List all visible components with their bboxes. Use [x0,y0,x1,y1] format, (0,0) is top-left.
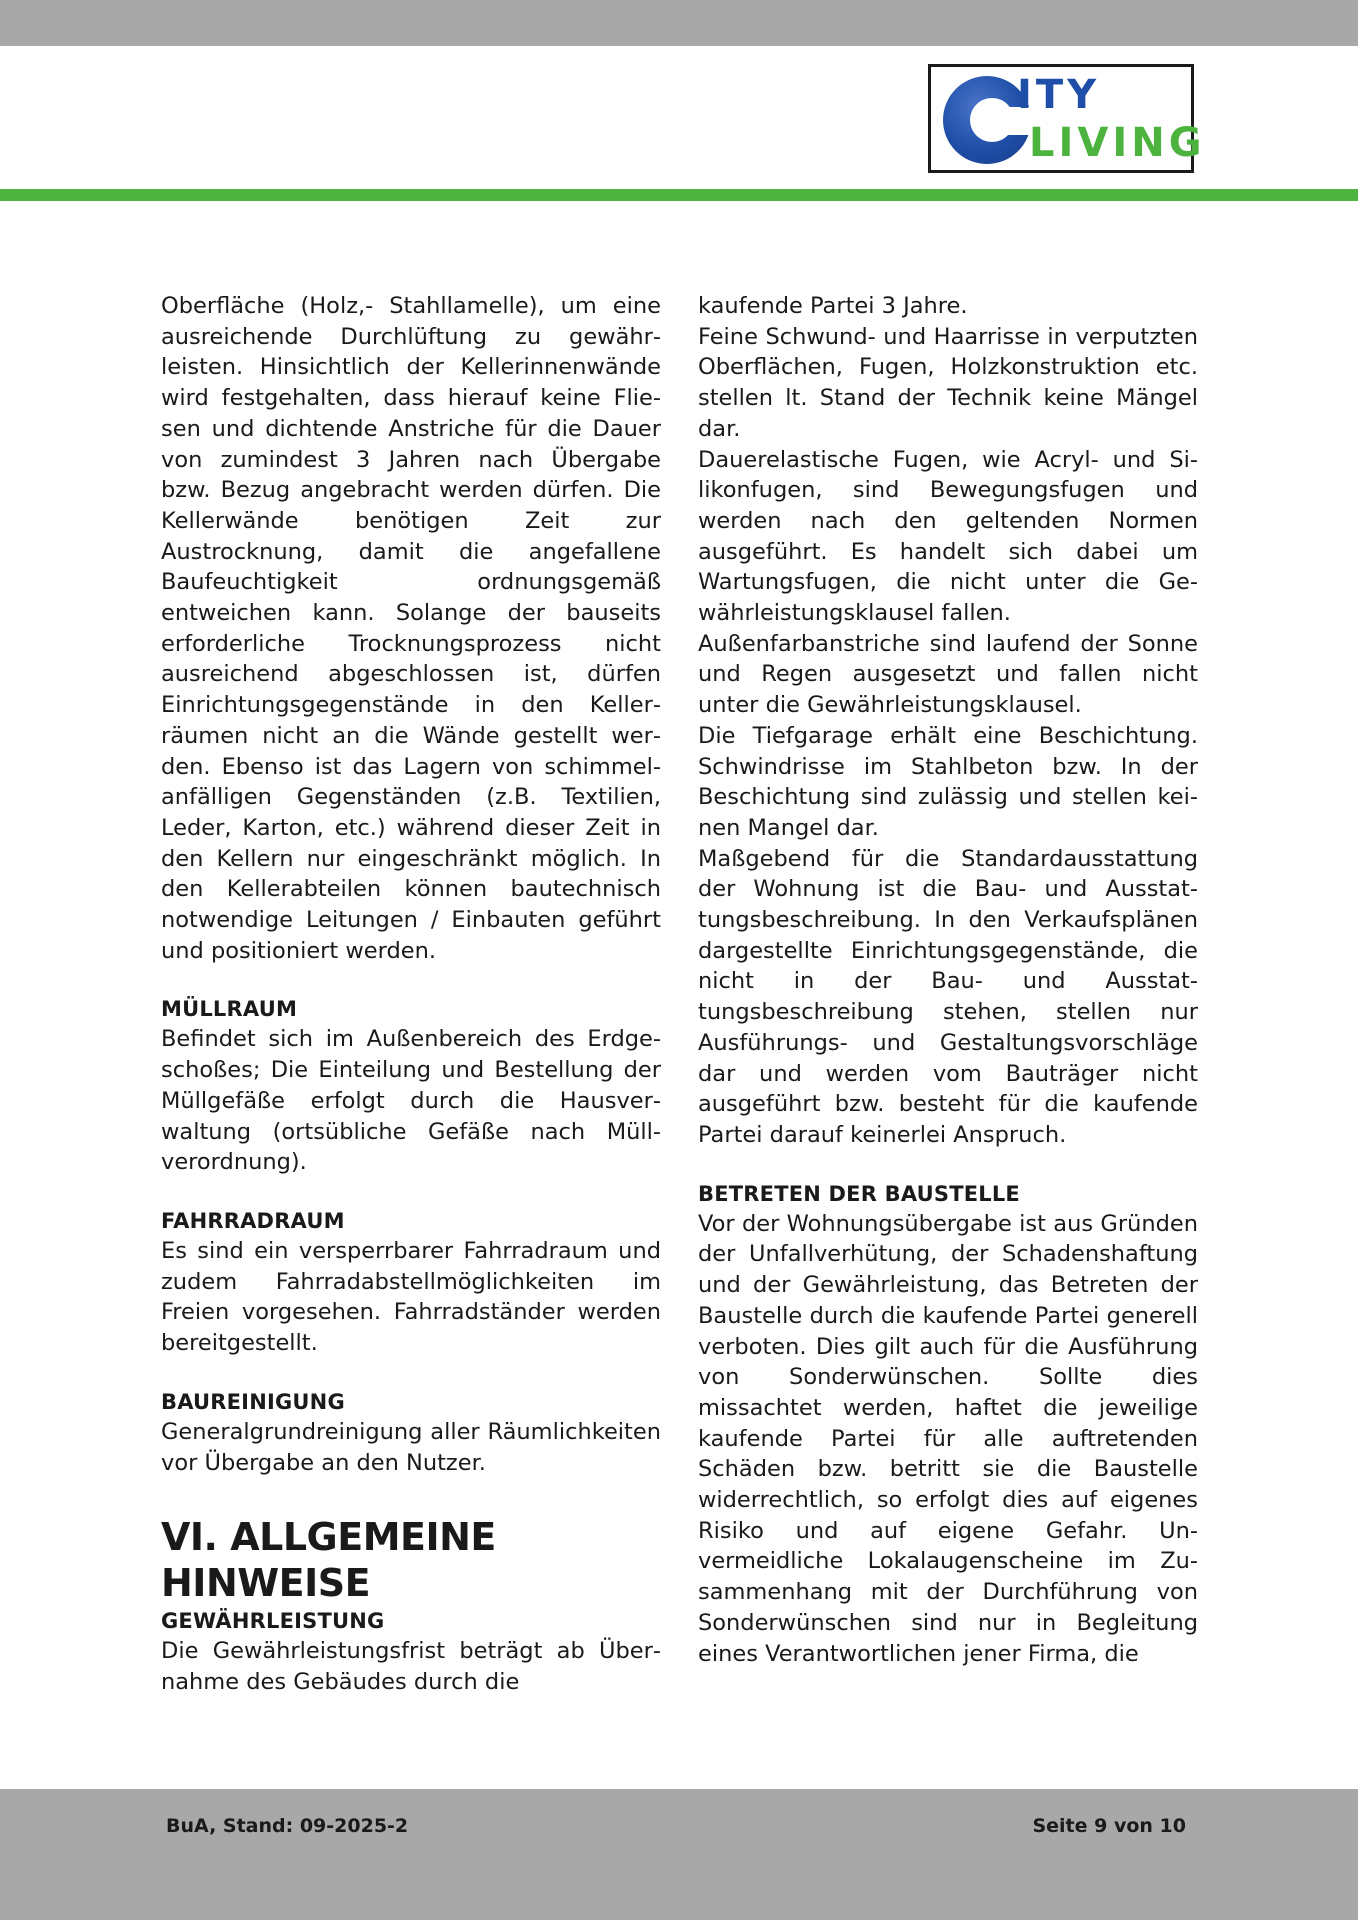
fahrradraum-heading: FAHRRADRAUM [161,1208,345,1233]
gewaehrleistung-text: Die Gewährleistungsfrist beträgt ab Übernahme des Gebäudes durch die [161,1638,661,1695]
muellraum-text: Befindet sich im Außenbereich des Erdgeschoßes; Die Einteilung und Bestellung der Müllgefäße erfolgt durch die Hausverwaltung (ortsübliche Gefäße nach Müllverordnung). [161,1026,661,1176]
left-column [161,291,661,1698]
muellraum-heading: MÜLLRAUM [161,997,298,1022]
header-band [0,0,1358,46]
city-living-logo [928,64,1206,173]
gewaehrleistung-continued: kaufende Partei 3 Jahre. [698,293,968,319]
keller-paragraph: Oberfläche (Holz,- Stahllamelle), um eine ausreichende Durchlüftung zu gewährleisten. Hinsichtlich der Kellerinnenwände wird festgehalten, dass hierauf keine Fliesen und dichtende Anstriche für die Dauer von zumindest 3 Jahren nach Übergabe bzw. Bezug angebracht werden dürfen. Die Kellerwände benötigen Zeit zur Austrocknung, damit die angefallene Baufeuchtigkeit ordnungsgemäß entweichen kann. Solange der bauseits erforderliche Trocknungsprozess nicht ausreichend abgeschlossen ist, dürfen Einrichtungsgegenstände in den Kellerräumen nicht an die Wände gestellt werden. Ebenso ist das Lagern von schimmelanfälligen Gegenständen (z.B. Textilien, Leder, Karton, etc.) während dieser Zeit in den Kellern nur eingeschränkt möglich. In den Kellerabteilen können bautechnisch notwendige Leitungen / Einbauten geführt und positioniert werden. [161,293,661,964]
gewaehrleistung-heading: GEWÄHRLEISTUNG [161,1609,385,1634]
page-number: Seite 9 von 10 [1032,1815,1186,1837]
baustelle-heading: BETRETEN DER BAUSTELLE [698,1181,1020,1206]
logo-word-city: ITY [1017,72,1101,118]
document-version: BuA, Stand: 09-2025-2 [166,1815,409,1837]
baureinigung-text: Generalgrundreinigung aller Räumlichkeiten vor Übergabe an den Nutzer. [161,1418,661,1476]
fahrradraum-text: Es sind ein versperrbarer Fahrradraum und zudem Fahrradabstellmöglichkeiten im Freien vorgesehen. Fahrradständer werden bereitgestellt. [161,1237,661,1357]
tiefgarage-paragraph: Die Tiefgarage erhält eine Beschichtung. Schwindrisse im Stahlbeton bzw. In der Beschichtung sind zulässig und stellen keinen Mangel dar. [698,722,1198,841]
section-title: VI. ALLGEMEINE HINWEISE [161,1515,496,1606]
haarrisse-paragraph: Feine Schwund- und Haarrisse in verputzten Oberflächen, Fugen, Holzkonstruktion etc. stellen lt. Stand der Technik keine Mängel dar. [698,323,1198,442]
farbanstriche-paragraph: Außenfarbanstriche sind laufend der Sonne und Regen ausgesetzt und fallen nicht unter die Gewährleistungsklausel. [698,630,1198,719]
standardausstattung-paragraph: Maßgebend für die Standardausstattung der Wohnung ist die Bau- und Ausstattungsbeschreibung. In den Verkaufsplänen dargestellte Einrichtungsgegenstände, die nicht in der Bau- und Ausstattungsbeschreibung stehen, stellen nur Ausführungs- und Gestaltungsvorschläge dar und werden vom Bauträger nicht ausgeführt bzw. besteht für die kaufende Partei darauf keinerlei Anspruch. [698,845,1198,1148]
fugen-paragraph: Dauerelastische Fugen, wie Acryl- und Silikonfugen, sind Bewegungsfugen und werden nach den geltenden Normen ausgeführt. Es handelt sich dabei um Wartungsfugen, die nicht unter die Gewährleistungsklausel fallen. [698,446,1198,627]
footer-band [0,1789,1358,1920]
logo-word-living: LIVING [1029,120,1206,166]
baustelle-text: Vor der Wohnungsübergabe ist aus Gründen der Unfallverhütung, der Schadenshaftung und der Gewährleistung, das Betreten der Baustelle durch die kaufende Partei generell verboten. Dies gilt auch für die Ausführung von Sonderwünschen. Sollte dies missachtet werden, haftet die jeweilige kaufende Partei für alle auftretenden Schäden bzw. betritt sie die Baustelle widerrechtlich, so erfolgt dies auf eigenes Risiko und auf eigene Gefahr. Unvermeidliche Lokalaugenscheine im Zusammenhang mit der Durchführung von Sonderwünschen sind nur in Begleitung eines Verantwortlichen jener Firma, die [698,1210,1198,1667]
baureinigung-heading: BAUREINIGUNG [161,1389,345,1414]
right-column [698,291,1198,1669]
header-divider [0,189,1358,201]
